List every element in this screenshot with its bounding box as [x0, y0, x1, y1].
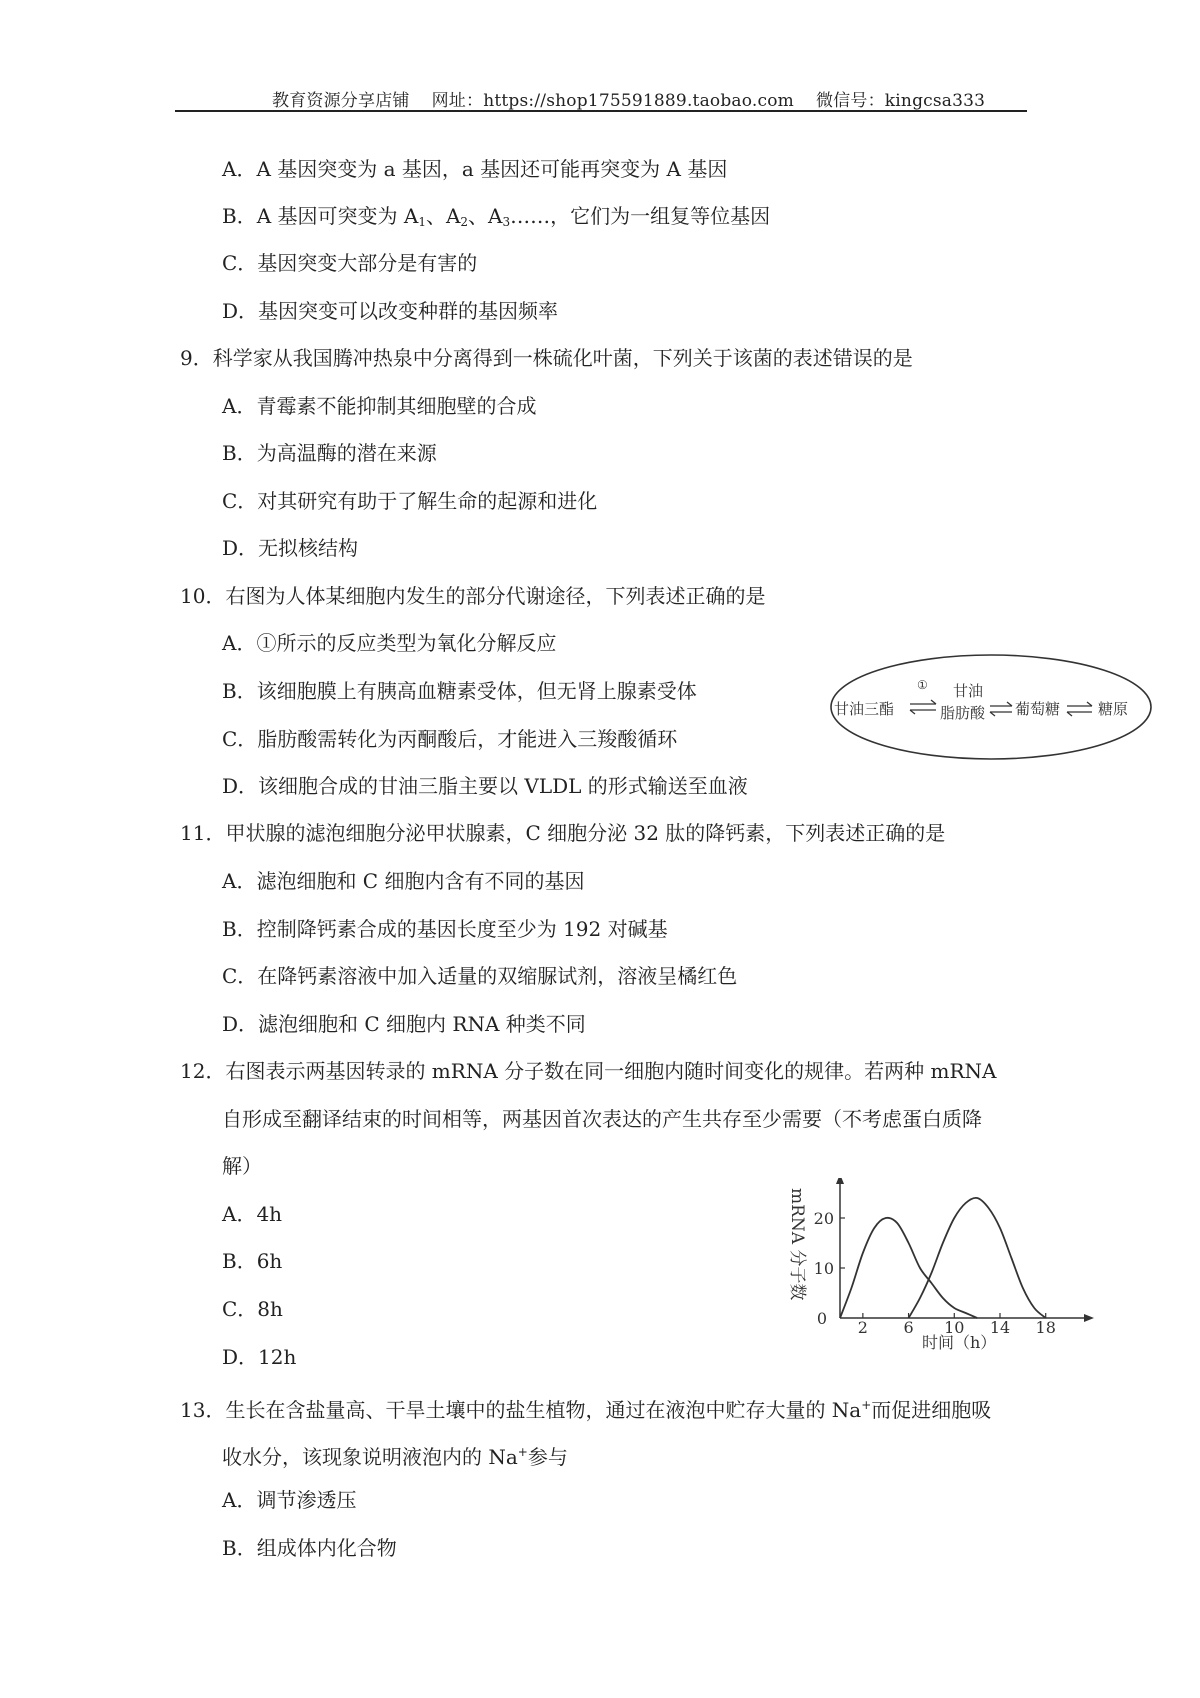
q10-option-d: D．该细胞合成的甘油三脂主要以 VLDL 的形式输送至血液: [222, 774, 748, 798]
q11-stem: 11．甲状腺的滤泡细胞分泌甲状腺素，C 细胞分泌 32 肽的降钙素，下列表述正确的是: [180, 821, 946, 845]
x-tick-label: 2: [857, 1318, 868, 1337]
x-tick-label: 0: [816, 1309, 828, 1328]
q10-option-b: B．该细胞膜上有胰高血糖素受体，但无肾上腺素受体: [222, 679, 697, 703]
x-tick-label: 10: [944, 1318, 965, 1337]
q13-stem-line2-post: 参与: [527, 1445, 568, 1469]
q12-option-a: A．4h: [222, 1202, 283, 1226]
q8-option-c: C．基因突变大部分是有害的: [222, 251, 478, 275]
x-tick-label: 18: [1035, 1318, 1056, 1337]
q9-option-b: B．为高温酶的潜在来源: [222, 441, 437, 465]
chart-axes: [836, 1178, 1094, 1322]
header-wechat: 微信号：kingcsa333: [815, 91, 986, 111]
q8-option-b-post: ……，它们为一组复等位基因: [510, 204, 771, 228]
node-fatty-acid: 脂肪酸: [940, 704, 986, 722]
subscript-2: 2: [460, 215, 469, 229]
q13-stem-line1-pre: 13．生长在含盐量高、干旱土壤中的盐生植物，通过在液泡中贮存大量的 Na: [180, 1398, 862, 1422]
page-header: [272, 86, 985, 111]
q13-option-a: A．调节渗透压: [222, 1488, 357, 1512]
q9-stem: 9．科学家从我国腾冲热泉中分离得到一株硫化叶菌，下列关于该菌的表述错误的是: [180, 346, 913, 370]
chart-x-axis-label: 时间（h）: [922, 1333, 997, 1352]
q11-option-d: D．滤泡细胞和 C 细胞内 RNA 种类不同: [222, 1012, 586, 1036]
series-line-2: [909, 1198, 1046, 1318]
q12-option-b: B．6h: [222, 1249, 283, 1273]
superscript-plus: +: [861, 1398, 872, 1412]
node-glycerol: 甘油: [953, 682, 984, 700]
x-tick-label: 14: [989, 1318, 1011, 1337]
reversible-arrow-2: [990, 702, 1012, 716]
chart-y-axis-label: mRNA 分子数: [787, 1188, 807, 1301]
superscript-plus: +: [517, 1445, 528, 1459]
q8-option-a: A．A 基因突变为 a 基因，a 基因还可能再突变为 A 基因: [222, 157, 728, 181]
header-rule: [175, 110, 1027, 112]
q12-stem-line3: 解）: [222, 1154, 262, 1178]
q10-option-c: C．脂肪酸需转化为丙酮酸后，才能进入三羧酸循环: [222, 727, 678, 751]
q13-stem-line1-post: 而促进细胞吸: [871, 1398, 992, 1422]
q11-option-a: A．滤泡细胞和 C 细胞内含有不同的基因: [222, 869, 585, 893]
q9-option-c: C．对其研究有助于了解生命的起源和进化: [222, 489, 598, 513]
y-tick-label: 20: [813, 1209, 834, 1228]
x-tick-label: 6: [903, 1318, 914, 1337]
q11-option-b: B．控制降钙素合成的基因长度至少为 192 对碱基: [222, 917, 668, 941]
q12-stem-line1: 12．右图表示两基因转录的 mRNA 分子数在同一细胞内随时间变化的规律。若两种 mRNA: [180, 1059, 997, 1083]
q9-option-d: D．无拟核结构: [222, 536, 359, 560]
subscript-1: 1: [418, 215, 426, 229]
q8-option-b: [222, 203, 770, 235]
q12-stem-line2: 自形成至翻译结束的时间相等，两基因首次表达的产生共存至少需要（不考虑蛋白质降: [222, 1107, 982, 1131]
q13-stem-line2-pre: 收水分，该现象说明液泡内的 Na: [222, 1445, 518, 1469]
y-axis-arrow: [836, 1178, 844, 1184]
q8-option-b-pre: B．A 基因可突变为 A: [222, 204, 419, 228]
q13-stem-line2: [222, 1439, 568, 1470]
node-triglyceride: 甘油三酯: [834, 700, 895, 718]
header-shop: 教育资源分享店铺: [272, 91, 410, 111]
q8-option-b-mid1: 、A: [425, 204, 461, 228]
chart-series: [840, 1198, 1046, 1318]
header-url: 网址：https://shop175591889.taobao.com: [431, 91, 794, 111]
q10-option-a: A．①所示的反应类型为氧化分解反应: [222, 631, 557, 655]
q8-option-b-mid2: 、A: [468, 204, 503, 228]
q8-option-d: D．基因突变可以改变种群的基因频率: [222, 299, 559, 323]
q10-stem: 10．右图为人体某细胞内发生的部分代谢途径，下列表述正确的是: [180, 584, 766, 608]
node-glycogen: 糖原: [1098, 700, 1129, 718]
reversible-arrow-1: [910, 700, 936, 714]
subscript-3: 3: [502, 215, 511, 229]
q13-stem-line1: [180, 1392, 991, 1423]
q12-option-c: C．8h: [222, 1297, 283, 1321]
q9-option-a: A．青霉素不能抑制其细胞壁的合成: [222, 394, 537, 418]
y-tick-label: 10: [813, 1259, 834, 1278]
reaction-mark-1: ①: [917, 678, 928, 692]
q12-option-d: D．12h: [222, 1345, 297, 1369]
series-line-1: [840, 1218, 977, 1318]
node-glucose: 葡萄糖: [1015, 700, 1061, 718]
q13-option-b: B．组成体内化合物: [222, 1536, 397, 1560]
mrna-chart: [780, 1178, 1100, 1358]
reversible-arrow-3: [1067, 702, 1092, 716]
q11-option-c: C．在降钙素溶液中加入适量的双缩脲试剂，溶液呈橘红色: [222, 964, 738, 988]
metabolic-pathway-figure: [826, 650, 1156, 764]
x-axis-arrow: [1084, 1314, 1094, 1322]
